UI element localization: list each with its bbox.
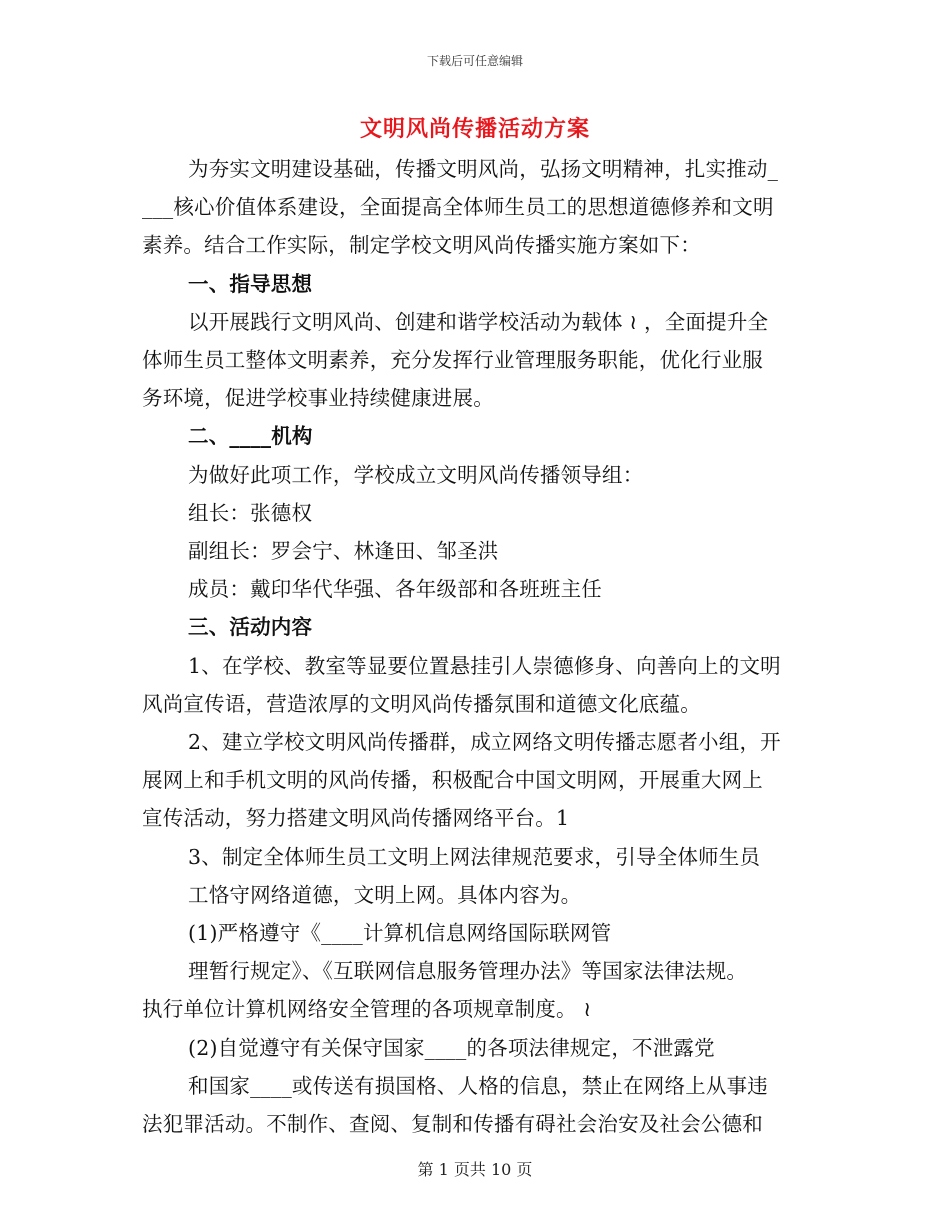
paragraph-line: 为夯实文明建设基础，传播文明风尚，弘扬文明精神，扎实推动_ xyxy=(188,157,779,181)
section-heading-organization: 二、____机构 xyxy=(188,424,313,449)
paragraph-line: 1、在学校、教室等显要位置悬挂引人崇德修身、向善向上的文明 xyxy=(188,653,781,678)
document-body xyxy=(142,150,822,1143)
paragraph-line: 理暂行规定》、《互联网信息服务管理办法》等国家法律法规。 xyxy=(188,959,748,984)
paragraph-line: 素养。结合工作实际，制定学校文明风尚传播实施方案如下： xyxy=(142,233,701,258)
paragraph-line: 工恪守网络道德，文明上网。具体内容为。 xyxy=(188,882,582,907)
paragraph-line: 成员：戴印华代华强、各年级部和各班班主任 xyxy=(188,577,602,602)
section-heading-guiding-thought: 一、指导思想 xyxy=(188,271,313,296)
paragraph-line: ___核心价值体系建设，全面提高全体师生员工的思想道德修养和文明 xyxy=(142,195,774,220)
paragraph-line: 展网上和手机文明的风尚传播，积极配合中国文明网，开展重大网上 xyxy=(142,768,763,793)
page-number: 第 1 页共 10 页 xyxy=(417,1160,533,1179)
paragraph-line: (2)自觉遵守有关保守国家____的各项法律规定，不泄露党 xyxy=(188,1035,715,1060)
paragraph-line: 组长：张德权 xyxy=(188,500,313,525)
paragraph-line: 为做好此项工作，学校成立文明风尚传播领导组： xyxy=(188,462,644,487)
paragraph-line: 执行单位计算机网络安全管理的各项规章制度。 ≀ xyxy=(142,997,592,1022)
paragraph-line: 宣传活动，努力搭建文明风尚传播网络平台。1 xyxy=(142,806,570,831)
paragraph-line: (1)严格遵守《____计算机信息网络国际联网管 xyxy=(188,921,612,946)
paragraph-line: 副组长：罗会宁、林逢田、邹圣洪 xyxy=(188,539,499,564)
paragraph-line: 和国家____或传送有损国格、人格的信息，禁止在网络上从事违 xyxy=(188,1073,768,1098)
header-note: 下载后可任意编辑 xyxy=(426,54,523,68)
paragraph-line: 务环境，促进学校事业持续健康进展。 xyxy=(142,386,494,411)
document-title: 文明风尚传播活动方案 xyxy=(359,116,590,142)
paragraph-line: 3、制定全体师生员工文明上网法律规范要求，引导全体师生员 xyxy=(188,844,761,869)
paragraph-line: 体师生员工整体文明素养，充分发挥行业管理服务职能，优化行业服 xyxy=(142,348,763,373)
section-heading-activities: 三、活动内容 xyxy=(188,615,313,640)
paragraph-line: 法犯罪活动。不制作、查阅、复制和传播有碍社会治安及社会公德和 xyxy=(142,1112,763,1137)
paragraph-line: 以开展践行文明风尚、创建和谐学校活动为载体 ≀ ，全面提升全 xyxy=(188,309,769,334)
paragraph-line: 2、建立学校文明风尚传播群，成立网络文明传播志愿者小组，开 xyxy=(188,730,781,755)
paragraph-line: 风尚宣传语，营造浓厚的文明风尚传播氛围和道德文化底蕴。 xyxy=(142,691,701,716)
